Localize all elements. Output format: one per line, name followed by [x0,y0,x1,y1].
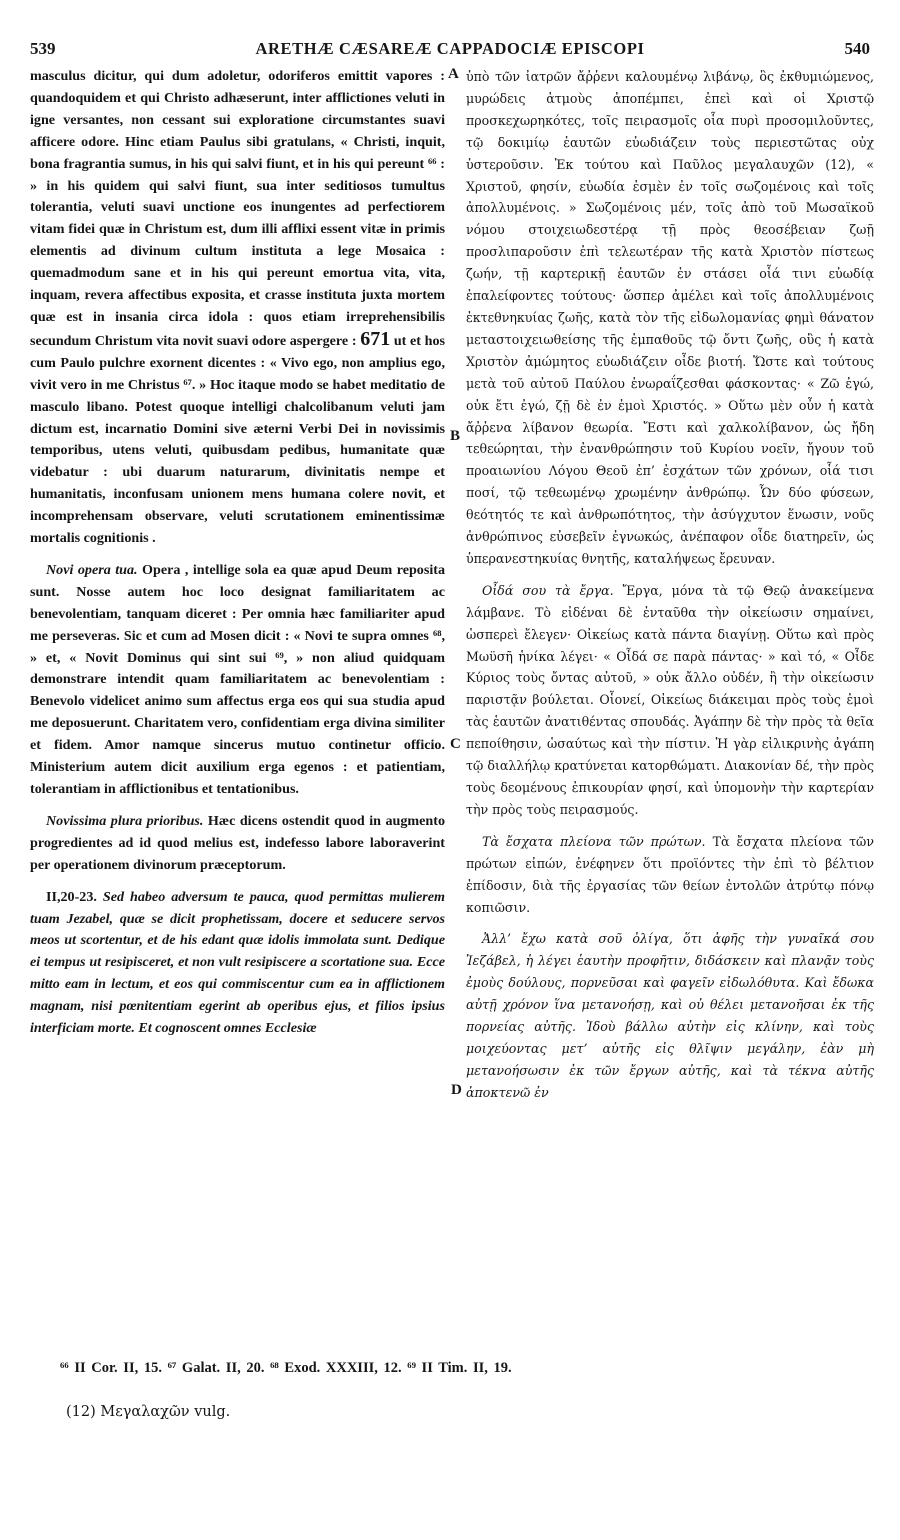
margin-letter-b: B [450,428,461,444]
latin-paragraph-1-text: masculus dicitur, qui dum adoletur, odoriferos emittit vapores : quandoquidem et qui Christo adhæserunt, inter afflictiones veluti in igne versantes, non cessant sui exploratione circumstantes suavi afficere odore. Hinc etiam Paulus sibi gratulans, « Christi, inquit, bona fragrantia sumus, in his qui salvi fiunt, et in his qui pereunt ⁶⁶ : » in his quidem qui salvi fiunt, sua inter seditiosos tumultus tolerantia, veluti suavi unctione eos inungentes ad perfectiorem vitam fidei quæ in Christum est, dum illi afflixi essent vitæ in primis elementis ad divinum cultum instituta a lege Mosaica : quemadmodum sane et in his qui pereunt emortua vita, vita, inquam, revera affectibus exposita, et crasse instituta juxta mortem quæ est in insania circa idola : quos etiam irreprehensibilis secundum Christum vita novit suavi odore aspergere : [30,68,445,349]
greek-column [466,66,874,1104]
greek-paragraph-2 [466,580,874,821]
greek-scripture-text: Ἀλλ’ ἔχω κατὰ σοῦ ὀλίγα, ὅτι ἀφῆς τὴν γυναῖκά σου Ἰεζάβελ, ἡ λέγει ἑαυτὴν προφῆτιν, διδάσκειν καὶ πλανᾷν τοὺς ἐμοὺς δούλους, πορνεῦσαι καὶ φαγεῖν εἰδωλόθυτα. Καὶ ἔδωκα αὐτῇ χρόνον ἵνα μετανοήσῃ, καὶ οὐ θέλει μετανοῆσαι ἐκ τῆς πορνείας αὐτῆς. Ἰδοὺ βάλλω αὐτὴν εἰς κλίνην, καὶ τοὺς μοιχεύοντας μετ’ αὐτῆς εἰς θλῖψιν μεγάλην, ἐὰν μὴ μετανοήσωσιν ἐκ τῶν ἔργων αὐτῆς, καὶ τὰ τέκνα αὐτῆς ἀποκτενῶ ἐν [466,931,874,1100]
greek-paragraph-3-text: Τὰ ἔσχατα πλείονα τῶν πρώτων εἰπών, ἐνέφηνεν ὅτι προϊόντες τὴν ἐπὶ τὸ βέλτιον ἐπίδοσιν, διὰ τῆς ἐργασίας τῶν θείων ἐντολῶν ἀτρύτῳ πόνῳ κοπιῶσιν. [466,833,874,915]
page-number-right: 540 [844,39,870,58]
greek-paragraph-3 [466,831,874,919]
latin-lemma-3: Novissima plura prioribus. [46,812,204,829]
margin-letter-c: C [450,736,461,752]
variant-reading-note: (12) Μεγαλαχῶν vulg. [66,1404,231,1420]
latin-paragraph-1-continuation: ut et hos cum Paulo pulchre exornent dicentes : « Vivo ego, non amplius ego, vivit vero in me Christus ⁶⁷. » Hoc itaque modo se habet meditatio de masculo libano. Potest quoque intelligi chalcolibanum veluti jam dictum est, incarnatio Domini sive æterni Verbi Dei in novissimis temporibus, utens veluti, quibusdam pedibus, humanitate quæ videbatur : ubi duarum naturarum, divinitatis nempe et humanitatis, inconfusam unionem mens humana colere novit, et incomprehensam observare, veluti scrutationem eminentissimæ mortalis cognitionis . [30,332,446,547]
margin-letter-d: D [451,1082,462,1098]
greek-paragraph-2-text: Ἔργα, μόνα τὰ τῷ Θεῷ ἀνακείμενα λάμβανε. Τὸ εἰδέναι δὲ ἐνταῦθα τὴν οἰκείωσιν σημαίνει, ὡσπερεὶ ἔλεγεν· Οἰκείως κατὰ πάντα διαγίνῃ. Οὕτω καὶ πρὸς Μωϋσῆ ἡνίκα λέγει· « Οἶδά σε παρὰ πάντας· » καὶ τό, « Οἶδε Κύριος τοὺς ὄντας αὐτοῦ, » οὐκ ἄλλο οὐδέν, ἢ τὴν οἰκείωσιν παριστᾷν βούλεται. Οἷονεί, Οἰκείως διάκειμαι πρὸς τοὺς ἐμοὶ τὰς ἑαυτῶν ἀνατιθέντας σπουδάς. Ἀγάπην δὲ τὴν πρὸς τὰ θεῖα πεποίθησιν, ὡσαύτως καὶ τὴν πίστιν. Ἡ γὰρ εἰλικρινὴς ἀγάπη τῷ διαλλήλῳ κρατύνεται κατορθώματι. Διακονίαν δέ, τὴν πρὸς τοὺς δεομένους ἐπικουρίαν φησί, καὶ ὑπομονὴν τὴν καρτερίαν τὴν πρὸς τοὺς πειρασμούς. [466,582,874,817]
verse-reference: II,20-23. [46,888,97,905]
latin-column [30,66,445,1040]
latin-paragraph-2-text: Opera , intellige sola ea quæ apud Deum reposita sunt. Nosse autem hoc loco designat familiaritatem ac benevolentiam, tanquam diceret : Per omnia hæc familiariter apud me perseveras. Sic et cum ad Mosen dicit : « Novi te supra omnes ⁶⁸, » et, « Novit Dominus qui sint sui ⁶⁹, » non aliud quidquam demonstrare intendit quam familiaritatem ac benevolentiam : Benevolo videlicet animo sum affectus erga eos qui sua studia apud me deposuerunt. Charitatem vero, confidentiam erga divina similiter et fidem. Amor namque sincerus mutuo continetur officio. Ministerium autem dicit auxilium erga egenos : et patientiam, tolerantiam in afflictionibus et tentationibus. [30,561,445,797]
latin-paragraph-3-text: Hæc dicens ostendit quod in augmento progredientes ad id quod melius est, indefesso labore laboraverint per operationem divinorum præceptorum. [30,812,445,873]
latin-paragraph-3 [30,811,445,877]
latin-paragraph-4 [30,887,445,1040]
running-head [30,34,870,64]
greek-lemma-3: Τὰ ἔσχατα πλείονα τῶν πρώτων. [482,833,706,849]
latin-paragraph-2 [30,560,445,801]
footnote-references: ⁶⁶ II Cor. II, 15. ⁶⁷ Galat. II, 20. ⁶⁸ Exod. XXXIII, 12. ⁶⁹ II Tim. II, 19. [60,1360,512,1376]
column-number-marker: 671 [360,327,391,350]
latin-paragraph-1 [30,66,445,550]
margin-letter-a: A [448,66,459,82]
greek-paragraph-1: ὑπὸ τῶν ἰατρῶν ἄῤῥενι καλουμένῳ λιβάνῳ, ὃς ἐκθυμιώμενος, μυρώδεις ἀτμοὺς ἀποπέμπει, ἐπεὶ καὶ οἱ Χριστῷ προσκεχωρηκότες, τοῖς πειρασμοῖς οἷα πυρὶ προσομιλοῦντες, τῷ δοκιμίῳ ἑαυτῶν εὐωδιάζειν τοὺς περιεστῶτας οὐχ ὑστεροῦσιν. Ἐκ τούτου καὶ Παῦλος μεγαλαυχῶν (12), « Χριστοῦ, φησίν, εὐωδία ἐσμὲν ἐν τοῖς σωζομένοις καὶ τοῖς ἀπολλυμένοις. » Σωζομένοις μέν, τοῖς ἀπὸ τοῦ Μωσαϊκοῦ νόμου στοιχειωδεστέρᾳ τῇ πρὸς θεοσέβειαν ζωῇ προσλιπαροῦσιν ἐπὶ τελεωτέραν τῆς κατὰ Χριστὸν πίστεως ζωήν, τῇ καρτερικῇ ἑαυτῶν ἐν στάσει οἷά τινι εὐωδίᾳ ἐπαλείφοντες τούτους· ὥσπερ ἀμέλει καὶ τοῖς ἀπολλυμένοις ἐκτεθνηκυίας ζωῆς, κατὰ τὸν τῆς εἰδωλομανίας φημὶ θάνατον μεταστοιχειωθείσης τῆς ἐμπαθοῦς τῷ ὄντι ζωῆς, οὓς ἡ κατὰ Χριστὸν ἀμώμητος εὐωδιάζειν οἶδε βιοτή. Ὥστε καὶ τούτους μετὰ τοῦ αὐτοῦ Παύλου ἐνωραΐζεσθαι φάσκοντας· « Ζῶ ἐγώ, οὐκ ἔτι ἐγώ, ζῇ δὲ ἐν ἐμοὶ Χριστός. » Οὕτω μὲν οὖν ἡ κατὰ ἄῤῥενα λίβανον θεωρία. Ἔστι καὶ χαλκολίβανον, ὡς ἤδη τεθεώρηται, τὴν ἐνανθρώπησιν τοῦ Κυρίου νοεῖν, ἤγουν τοῦ προαιωνίου Λόγου Θεοῦ ἐπ’ ἐσχάτων τῶν χρόνων, οἷά τισι ποσί, τῷ τεθεωμένῳ χρωμένην ἀνθρώπῳ. Ὧν δύο φύσεων, θεότητός τε καὶ ἀνθρωπότητος, τὴν ἀσύγχυτον ἕνωσιν, νοῦς ἀνθρώπινος εὐσεβεῖν ἐγνωκώς, ἀνέπαφον οἶδε διατηρεῖν, ὡς ὑπερανεστηκυίας θνητῆς, καταλήψεως ἔρευναν. [466,69,874,566]
running-title: ARETHÆ CÆSAREÆ CAPPADOCIÆ EPISCOPI [255,39,645,58]
greek-lemma-2: Οἶδά σου τὰ ἔργα. [482,582,614,598]
latin-scripture-text: Sed habeo adversum te pauca, quod permittas mulierem tuam Jezabel, quæ se dicit prophetissam, docere et seducere servos meos ut scortentur, et de his edant quæ idolis immolata sunt. Dedique ei tempus ut resipisceret, et non vult resipiscere a scortatione sua. Ecce mitto eam in lectum, et eos qui commiscentur cum ea in afflictionem magnam, nisi pœnitentiam egerint ab operibus ejus, et filios ipsius interficiam morte. Et cognoscent omnes Ecclesiæ [30,888,445,1037]
page-number-left: 539 [30,39,56,58]
latin-lemma-2: Novi opera tua. [46,561,138,578]
